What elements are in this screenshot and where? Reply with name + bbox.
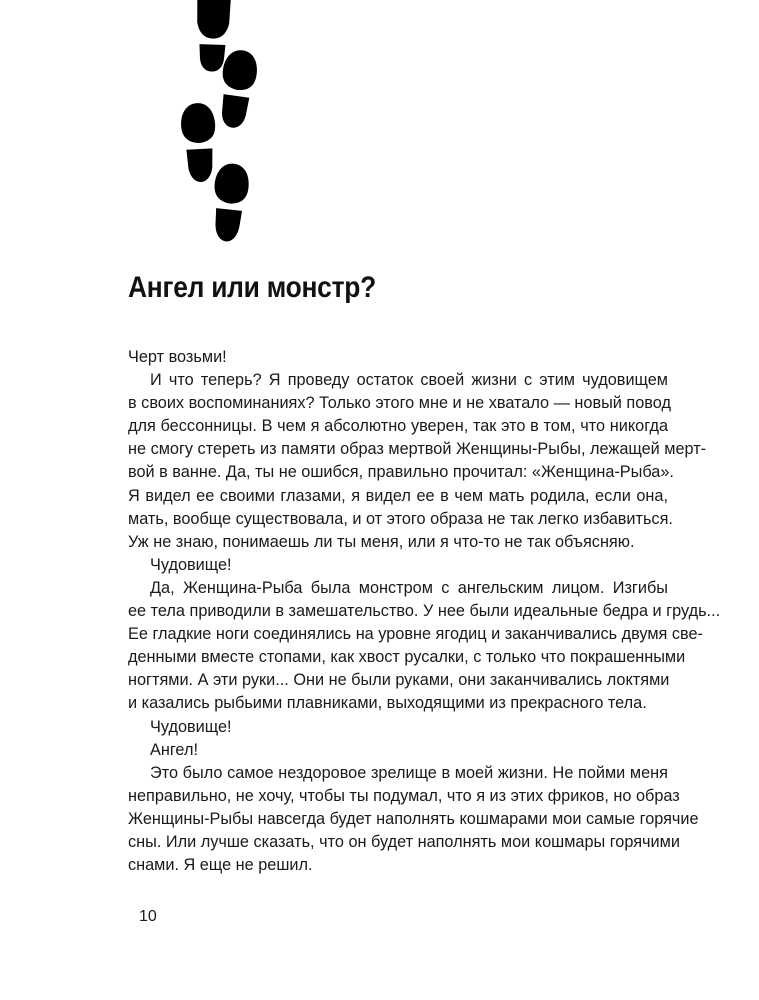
footprint-4 — [209, 162, 251, 243]
text-line: денными вместе стопами, как хвост русалки, с только что покрашенными — [128, 648, 686, 667]
text-line: Это было самое нездоровое зрелище в моей жизни. Не пойми меня — [150, 763, 668, 782]
text-line: Я видел ее своими глазами, я видел ее в чем мать родила, если она, — [128, 486, 668, 505]
chapter-title: Ангел или монстр? — [128, 271, 376, 304]
text-line: вой в ванне. Да, ты не ошибся, правильно прочитал: «Женщина-Рыба». — [128, 463, 674, 482]
footprints-icon — [170, 0, 270, 250]
text-line: для бессонницы. В чем я абсолютно уверен, так это в том, что никогда — [128, 417, 668, 436]
text-line: снами. Я еще не решил. — [128, 856, 313, 875]
text-line: не смогу стереть из памяти образ мертвой Женщины-Рыбы, лежащей мерт- — [128, 440, 707, 459]
text-line: и казались рыбьими плавниками, выходящими из прекрасного тела. — [128, 694, 647, 713]
text-line: неправильно, не хочу, чтобы ты подумал, что я из этих фриков, но образ — [128, 786, 680, 805]
text-line: сны. Или лучше сказать, что он будет наполнять мои кошмары горячими — [128, 832, 680, 851]
text-line: ногтями. А эти руки... Они не были руками, они заканчивались локтями — [128, 671, 670, 690]
text-line: И что теперь? Я проведу остаток своей жизни с этим чудовищем — [150, 371, 668, 390]
text-line: в своих воспоминаниях? Только этого мне и не хватало — новый повод — [128, 394, 671, 413]
text-line: ее тела приводили в замешательство. У нее были идеальные бедра и грудь... — [128, 602, 721, 621]
text-line: Чудовище! — [150, 717, 232, 736]
body-text — [128, 346, 721, 877]
text-line: Чудовище! — [150, 555, 232, 574]
text-line: Ее гладкие ноги соединялись на уровне ягодиц и заканчивались двумя све- — [128, 625, 703, 644]
text-line: Да, Женщина-Рыба была монстром с ангельским лицом. Изгибы — [150, 578, 668, 597]
text-line: Уж не знаю, понимаешь ли ты меня, или я что-то не так объясняю. — [128, 532, 635, 551]
text-line: Женщины-Рыбы навсегда будет наполнять кошмарами мои самые горячие — [128, 809, 699, 828]
footprint-3 — [180, 102, 218, 183]
text-line: мать, вообще существовала, и от этого образа не так легко избавиться. — [128, 509, 673, 528]
text-line: Ангел! — [150, 740, 198, 759]
text-line: Черт возьми! — [128, 348, 227, 366]
page-number: 10 — [139, 908, 157, 925]
